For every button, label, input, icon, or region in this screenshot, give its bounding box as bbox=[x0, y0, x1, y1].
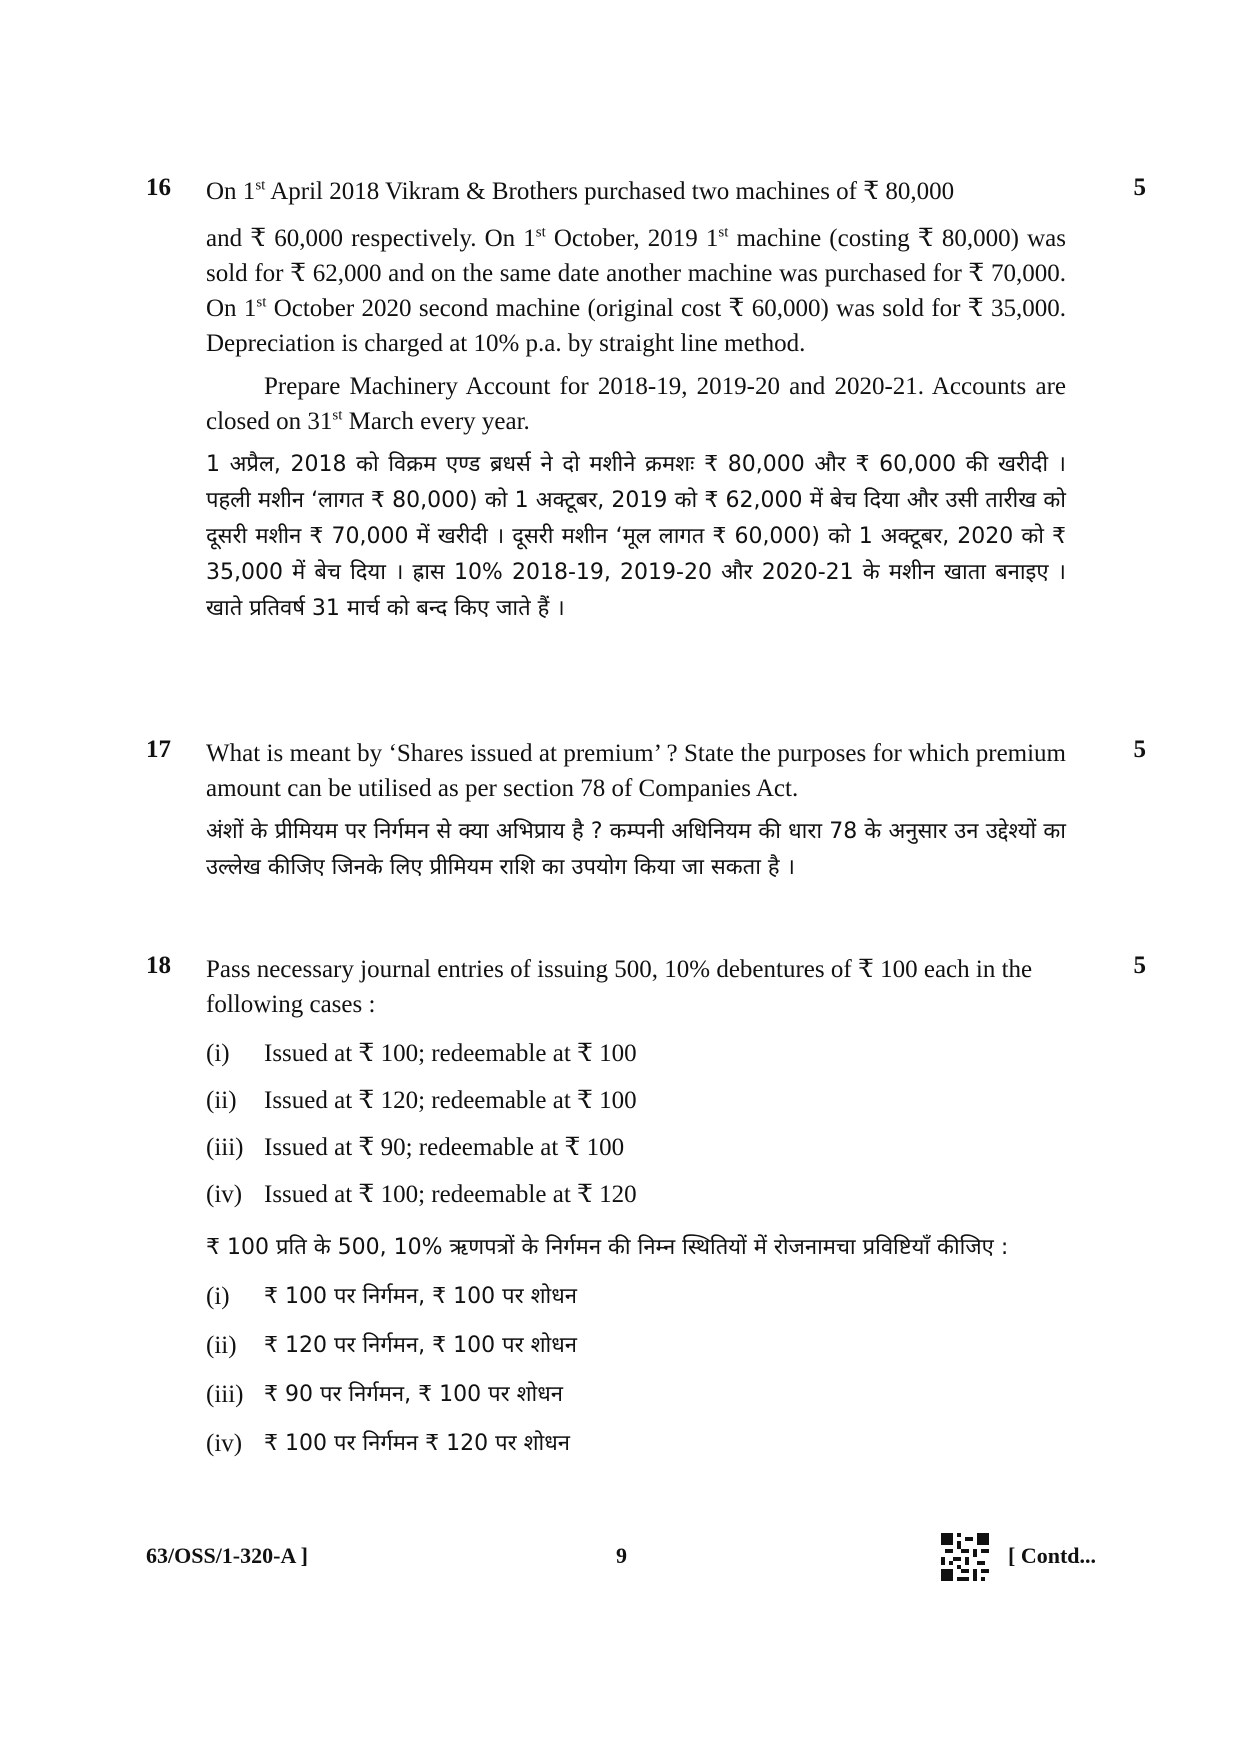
question-text-en: Pass necessary journal entries of issuing 500, 10% debentures of ₹ 100 each in the following cases : bbox=[206, 956, 1033, 1018]
case-item: (i) Issued at ₹ 100; redeemable at ₹ 100 bbox=[206, 1040, 637, 1067]
question-text-hi: अंशों के प्रीमियम पर निर्गमन से क्या अभिप्राय है ? कम्पनी अधिनियम की धारा 78 के अनुसार उन उद्देश्यों का उल्लेख कीजिए जिनके लिए प्रीमियम राशि का उपयोग किया जा सकता है । bbox=[206, 819, 1066, 880]
case-item: (ii) ₹ 120 पर निर्गमन, ₹ 100 पर शोधन bbox=[206, 1332, 577, 1359]
case-item: (i) ₹ 100 पर निर्गमन, ₹ 100 पर शोधन bbox=[206, 1283, 577, 1310]
question-text-hi: ₹ 100 प्रति के 500, 10% ऋणपत्रों के निर्गमन की निम्न स्थितियों में रोजनामचा प्रविष्टियाँ कीजिए : bbox=[206, 1235, 1009, 1260]
question-text-en-instruction: Prepare Machinery Account for 2018-19, 2019-20 and 2020-21. Accounts are closed on 31st March every year. bbox=[206, 373, 1066, 435]
case-item: (iii) Issued at ₹ 90; redeemable at ₹ 100 bbox=[206, 1134, 625, 1161]
question-text-hi: 1 अप्रैल, 2018 को विक्रम एण्ड ब्रधर्स ने दो मशीने क्रमशः ₹ 80,000 और ₹ 60,000 की खरीदी । पहली मशीन ‘लागत ₹ 80,000) को 1 अक्टूबर, 2019 को ₹ 62,000 में बेच दिया और उसी तारीख को दूसरी मशीन ₹ 70,000 में खरीदी । दूसरी मशीन ‘मूल लागत ₹ 60,000) को 1 अक्टूबर, 2020 को ₹ 35,000 में बेच दिया । ह्रास 10% 2018-19, 2019-20 और 2020-21 के मशीन खाता बनाइए । खाते प्रतिवर्ष 31 मार्च को बन्द किए जाते हैं । bbox=[206, 452, 1066, 621]
question-number: 16 bbox=[146, 174, 171, 201]
case-item: (iii) ₹ 90 पर निर्गमन, ₹ 100 पर शोधन bbox=[206, 1381, 563, 1408]
question-text-en: and ₹ 60,000 respectively. On 1st October, 2019 1st machine (costing ₹ 80,000) was sold for ₹ 62,000 and on the same date another machine was purchased for ₹ 70,000. On 1st October 2020 second machine (original cost ₹ 60,000) was sold for ₹ 35,000. Depreciation is charged at 10% p.a. by straight line method. bbox=[206, 224, 1066, 357]
qr-code-icon bbox=[941, 1533, 989, 1581]
case-list-hi bbox=[206, 1272, 1066, 1468]
question-text-en: What is meant by ‘Shares issued at premium’ ? State the purposes for which premium amount can be utilised as per section 78 of Companies Act. bbox=[206, 740, 1066, 802]
page-footer bbox=[146, 1543, 1106, 1583]
paper-code: 63/OSS/1-320-A ] bbox=[146, 1543, 308, 1568]
case-item: (iv) Issued at ₹ 100; redeemable at ₹ 120 bbox=[206, 1181, 637, 1208]
case-item: (ii) Issued at ₹ 120; redeemable at ₹ 100 bbox=[206, 1087, 637, 1114]
question-marks: 5 bbox=[1133, 736, 1146, 763]
question-marks: 5 bbox=[1133, 174, 1146, 201]
question-number: 18 bbox=[146, 952, 171, 979]
case-item: (iv) ₹ 100 पर निर्गमन ₹ 120 पर शोधन bbox=[206, 1430, 570, 1457]
question-marks: 5 bbox=[1133, 952, 1146, 979]
question-text-en-line1: On 1st April 2018 Vikram & Brothers purchased two machines of ₹ 80,000 bbox=[206, 177, 955, 205]
case-list-en bbox=[206, 1030, 1066, 1218]
question-number: 17 bbox=[146, 736, 171, 763]
continued-label: [ Contd... bbox=[1008, 1543, 1097, 1568]
page-number: 9 bbox=[616, 1543, 627, 1568]
